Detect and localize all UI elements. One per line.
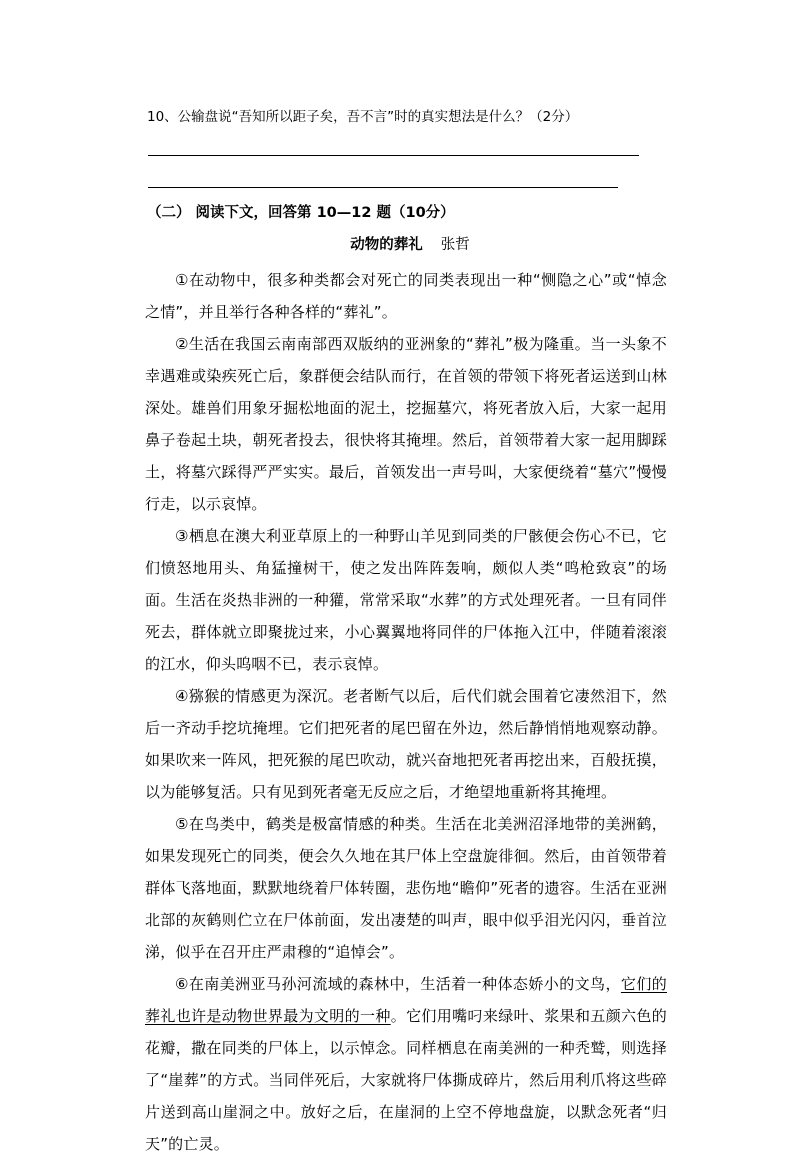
paragraph-5: ⑤在鸟类中，鹤类是极富情感的种类。生活在北美洲沼泽地带的美洲鹤，如果发现死亡的同类，便会久久地在其尸体上空盘旋徘徊。然后，由首领带着群体飞落地面，默默地绕着尸体转圈，悲伤地“瞻仰”死者的遗容。生活在亚洲北部的灰鹤则伫立在尸体前面，发出凄楚的叫声，眼中似乎泪光闪闪，垂首泣涕，似乎在召开庄严肃穆的“追悼会”。: [145, 815, 667, 961]
paragraph-1: ①在动物中，很多种类都会对死亡的同类表现出一种“恻隐之心”或“悼念之情”，并且举行各种各样的“葬礼”。: [145, 271, 667, 321]
paragraph-4: ④猕猴的情感更为深沉。老者断气以后，后代们就会围着它凄然泪下，然后一齐动手挖坑掩埋。它们把死者的尾巴留在外边，然后静悄悄地观察动静。如果吹来一阵风，把死猴的尾巴吹动，就兴奋地把死者再挖出来，百般抚摸，以为能够复活。只有见到死者毫无反应之后，才绝望地重新将其掩埋。: [145, 687, 667, 801]
paragraph-6-end: 。它们用嘴叼来绿叶、浆果和五颜六色的花瓣，撒在同类的尸体上，以示悼念。同样栖息在南美洲的一种秃鹫，则选择了“崖葬”的方式。当同伴死后，大家就将尸体撕成碎片，然后用利爪将这些碎片送到高山崖洞之中。放好之后，在崖洞的上空不停地盘旋，以默念死者“归天”的亡灵。: [145, 1007, 667, 1153]
article-body: [145, 264, 667, 1160]
paragraph-6-start: ⑥在南美洲亚马孙河流域的森林中，生活着一种体态娇小的文鸟，: [175, 975, 621, 993]
paragraph-6: [145, 968, 667, 1160]
question-10: 10、公输盘说“吾知所以距子矣，吾不言”时的真实想法是什么？（2分）: [147, 109, 579, 125]
paragraph-2: ②生活在我国云南南部西双版纳的亚洲象的“葬礼”极为隆重。当一头象不幸遇难或染疾死亡后，象群便会结队而行，在首领的带领下将死者运送到山林深处。雄兽们用象牙掘松地面的泥土，挖掘墓穴，将死者放入后，大家一起用鼻子卷起土块，朝死者投去，很快将其掩埋。然后，首领带着大家一起用脚踩土，将墓穴踩得严严实实。最后，首领发出一声号叫，大家便绕着“墓穴”慢慢行走，以示哀悼。: [145, 335, 667, 513]
article-author: 张哲: [440, 237, 470, 253]
underlined-sentence: 它们的葬礼也许是动物世界最为文明的一种: [145, 975, 667, 1025]
section-header: （二） 阅读下文，回答第 10—12 题（10分）: [147, 205, 455, 221]
answer-line[interactable]: [148, 187, 618, 188]
article-title: 动物的葬礼: [350, 237, 423, 253]
article-title-row: [0, 234, 794, 256]
paragraph-3: ③栖息在澳大利亚草原上的一种野山羊见到同类的尸骸便会伤心不已，它们愤怒地用头、角猛撞树干，使之发出阵阵轰响，颇似人类“鸣枪致哀”的场面。生活在炎热非洲的一种獾，常常采取“水葬”的方式处理死者。一旦有同伴死去，群体就立即聚拢过来，小心翼翼地将同伴的尸体拖入江中，伴随着滚滚的江水，仰头呜咽不已，表示哀悼。: [145, 527, 667, 673]
answer-line[interactable]: [148, 155, 639, 156]
